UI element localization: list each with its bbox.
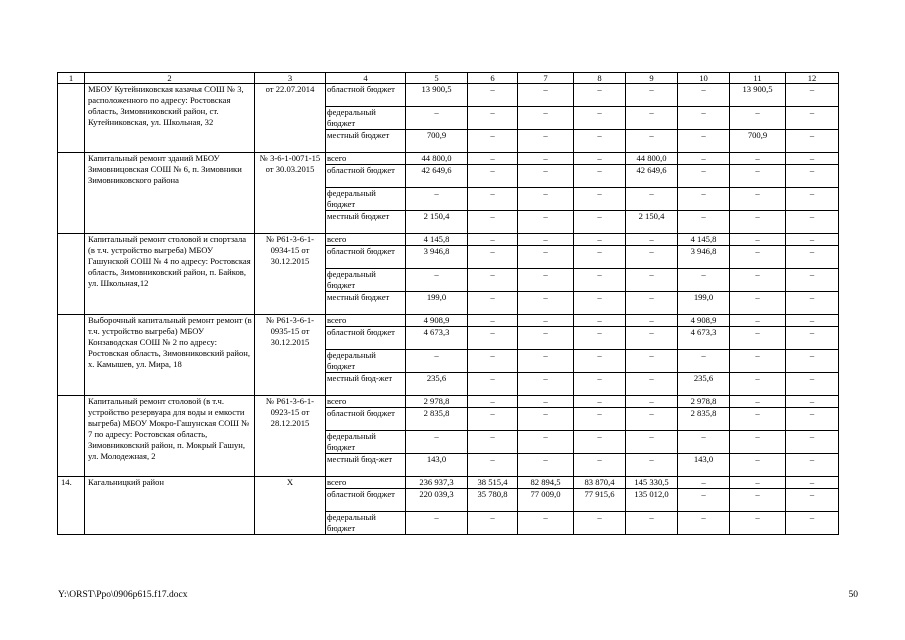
amount-cell: – xyxy=(786,292,839,315)
amount-cell: – xyxy=(730,246,786,269)
amount-cell: – xyxy=(518,84,574,107)
amount-cell: 2 835,8 xyxy=(678,408,730,431)
amount-cell: – xyxy=(786,84,839,107)
object-name: МБОУ Кутейниковская казачья СОШ № 3, расположенного по адресу: Ростовская область, Зимовниковский район, ст. Кутейниковская, ул. Школьная, 32 xyxy=(85,84,255,153)
amount-cell: 42 649,6 xyxy=(406,165,468,188)
row-number xyxy=(58,153,85,234)
amount-cell: 4 908,9 xyxy=(678,315,730,327)
row-number xyxy=(58,234,85,315)
amount-cell: – xyxy=(468,153,518,165)
amount-cell: 44 800,0 xyxy=(626,153,678,165)
amount-cell: – xyxy=(730,292,786,315)
funding-source: областной бюджет xyxy=(326,84,406,107)
document-reference: № Р61-3-6-1-0923-15 от 28.12.2015 xyxy=(255,396,326,477)
amount-cell: – xyxy=(468,350,518,373)
amount-cell: – xyxy=(786,130,839,153)
amount-cell: – xyxy=(730,489,786,512)
amount-cell: – xyxy=(730,315,786,327)
amount-cell: – xyxy=(574,153,626,165)
amount-cell: 236 937,3 xyxy=(406,477,468,489)
table-row xyxy=(58,315,839,327)
amount-cell: – xyxy=(626,396,678,408)
amount-cell: – xyxy=(468,130,518,153)
amount-cell: – xyxy=(518,130,574,153)
amount-cell: – xyxy=(730,431,786,454)
amount-cell: 38 515,4 xyxy=(468,477,518,489)
row-number xyxy=(58,315,85,396)
amount-cell: – xyxy=(730,408,786,431)
amount-cell: – xyxy=(786,489,839,512)
amount-cell: – xyxy=(406,512,468,535)
amount-cell: – xyxy=(574,234,626,246)
amount-cell: – xyxy=(518,454,574,477)
amount-cell: – xyxy=(468,246,518,269)
amount-cell: – xyxy=(518,431,574,454)
amount-cell: 42 649,6 xyxy=(626,165,678,188)
amount-cell: – xyxy=(786,477,839,489)
amount-cell: – xyxy=(574,373,626,396)
column-number: 12 xyxy=(786,73,839,84)
amount-cell: 3 946,8 xyxy=(406,246,468,269)
amount-cell: – xyxy=(626,234,678,246)
column-number: 5 xyxy=(406,73,468,84)
amount-cell: – xyxy=(468,188,518,211)
column-number: 6 xyxy=(468,73,518,84)
amount-cell: – xyxy=(786,396,839,408)
amount-cell: – xyxy=(518,246,574,269)
amount-cell: – xyxy=(468,292,518,315)
amount-cell: – xyxy=(406,350,468,373)
amount-cell: 700,9 xyxy=(730,130,786,153)
funding-source: федеральный бюджет xyxy=(326,431,406,454)
amount-cell: 4 145,8 xyxy=(406,234,468,246)
amount-cell: – xyxy=(574,269,626,292)
amount-cell: – xyxy=(518,269,574,292)
column-number: 9 xyxy=(626,73,678,84)
document-reference: № 3-6-1-0071-15 от 30.03.2015 xyxy=(255,153,326,234)
amount-cell: – xyxy=(678,165,730,188)
funding-source: областной бюджет xyxy=(326,165,406,188)
funding-source: федеральный бюджет xyxy=(326,269,406,292)
funding-source: областной бюджет xyxy=(326,408,406,431)
amount-cell: – xyxy=(574,315,626,327)
amount-cell: – xyxy=(626,350,678,373)
amount-cell: – xyxy=(626,431,678,454)
amount-cell: 135 012,0 xyxy=(626,489,678,512)
amount-cell: – xyxy=(730,165,786,188)
amount-cell: – xyxy=(468,373,518,396)
column-number: 1 xyxy=(58,73,85,84)
amount-cell: 4 908,9 xyxy=(406,315,468,327)
amount-cell: – xyxy=(730,396,786,408)
amount-cell: – xyxy=(786,246,839,269)
amount-cell: – xyxy=(574,130,626,153)
amount-cell: – xyxy=(678,84,730,107)
amount-cell: 2 978,8 xyxy=(406,396,468,408)
amount-cell: – xyxy=(626,373,678,396)
amount-cell: – xyxy=(730,373,786,396)
amount-cell: 4 145,8 xyxy=(678,234,730,246)
document-reference: от 22.07.2014 xyxy=(255,84,326,153)
amount-cell: – xyxy=(626,408,678,431)
amount-cell: – xyxy=(406,431,468,454)
column-number: 3 xyxy=(255,73,326,84)
amount-cell: – xyxy=(468,512,518,535)
funding-source: всего xyxy=(326,477,406,489)
amount-cell: 235,6 xyxy=(406,373,468,396)
amount-cell: – xyxy=(574,431,626,454)
amount-cell: – xyxy=(574,327,626,350)
amount-cell: 2 150,4 xyxy=(626,211,678,234)
amount-cell: – xyxy=(574,84,626,107)
amount-cell: – xyxy=(468,408,518,431)
amount-cell: – xyxy=(786,211,839,234)
amount-cell: – xyxy=(730,477,786,489)
amount-cell: – xyxy=(626,315,678,327)
table-row xyxy=(58,477,839,489)
table-row xyxy=(58,153,839,165)
amount-cell: – xyxy=(626,327,678,350)
amount-cell: – xyxy=(730,234,786,246)
amount-cell: 44 800,0 xyxy=(406,153,468,165)
funding-source: областной бюджет xyxy=(326,327,406,350)
amount-cell: – xyxy=(678,489,730,512)
funding-source: областной бюджет xyxy=(326,489,406,512)
funding-source: всего xyxy=(326,234,406,246)
amount-cell: – xyxy=(626,454,678,477)
object-name: Кагальницкий район xyxy=(85,477,255,535)
amount-cell: – xyxy=(518,315,574,327)
funding-source: федеральный бюджет xyxy=(326,350,406,373)
column-number: 8 xyxy=(574,73,626,84)
document-reference: № Р61-3-6-1-0935-15 от 30.12.2015 xyxy=(255,315,326,396)
amount-cell: – xyxy=(678,107,730,130)
amount-cell: – xyxy=(468,165,518,188)
amount-cell: – xyxy=(406,107,468,130)
amount-cell: – xyxy=(678,188,730,211)
amount-cell: – xyxy=(626,292,678,315)
amount-cell: – xyxy=(518,512,574,535)
funding-source: местный бюд-жет xyxy=(326,454,406,477)
amount-cell: – xyxy=(468,315,518,327)
amount-cell: 4 673,3 xyxy=(678,327,730,350)
amount-cell: – xyxy=(678,350,730,373)
amount-cell: – xyxy=(626,188,678,211)
amount-cell: – xyxy=(730,153,786,165)
amount-cell: – xyxy=(678,130,730,153)
amount-cell: 83 870,4 xyxy=(574,477,626,489)
funding-source: местный бюджет xyxy=(326,292,406,315)
amount-cell: – xyxy=(406,269,468,292)
column-number: 10 xyxy=(678,73,730,84)
amount-cell: – xyxy=(786,165,839,188)
amount-cell: – xyxy=(468,234,518,246)
amount-cell: – xyxy=(518,292,574,315)
column-number: 4 xyxy=(326,73,406,84)
amount-cell: – xyxy=(468,84,518,107)
amount-cell: – xyxy=(786,107,839,130)
amount-cell: – xyxy=(574,246,626,269)
amount-cell: – xyxy=(626,269,678,292)
amount-cell: – xyxy=(626,246,678,269)
amount-cell: – xyxy=(574,165,626,188)
document-reference: № Р61-3-6-1-0934-15 от 30.12.2015 xyxy=(255,234,326,315)
amount-cell: – xyxy=(574,211,626,234)
amount-cell: – xyxy=(786,188,839,211)
amount-cell: – xyxy=(468,269,518,292)
funding-source: областной бюджет xyxy=(326,246,406,269)
amount-cell: – xyxy=(468,454,518,477)
amount-cell: – xyxy=(730,188,786,211)
amount-cell: – xyxy=(730,327,786,350)
amount-cell: 2 150,4 xyxy=(406,211,468,234)
amount-cell: – xyxy=(786,408,839,431)
amount-cell: – xyxy=(518,327,574,350)
table-row xyxy=(58,234,839,246)
amount-cell: – xyxy=(468,431,518,454)
amount-cell: – xyxy=(468,396,518,408)
amount-cell: 2 835,8 xyxy=(406,408,468,431)
amount-cell: – xyxy=(678,512,730,535)
amount-cell: 700,9 xyxy=(406,130,468,153)
amount-cell: – xyxy=(518,211,574,234)
amount-cell: 4 673,3 xyxy=(406,327,468,350)
amount-cell: – xyxy=(786,153,839,165)
column-number: 2 xyxy=(85,73,255,84)
column-number: 7 xyxy=(518,73,574,84)
amount-cell: – xyxy=(574,107,626,130)
funding-source: всего xyxy=(326,396,406,408)
amount-cell: – xyxy=(406,188,468,211)
amount-cell: – xyxy=(786,350,839,373)
row-number: 14. xyxy=(58,477,85,535)
funding-source: местный бюджет xyxy=(326,211,406,234)
amount-cell: 235,6 xyxy=(678,373,730,396)
funding-source: местный бюд-жет xyxy=(326,373,406,396)
amount-cell: 145 330,5 xyxy=(626,477,678,489)
amount-cell: – xyxy=(730,512,786,535)
funding-source: всего xyxy=(326,315,406,327)
amount-cell: 3 946,8 xyxy=(678,246,730,269)
amount-cell: 35 780,8 xyxy=(468,489,518,512)
amount-cell: – xyxy=(786,315,839,327)
amount-cell: – xyxy=(786,269,839,292)
amount-cell: 143,0 xyxy=(678,454,730,477)
amount-cell: – xyxy=(678,269,730,292)
footer-page-number: 50 xyxy=(848,590,858,600)
row-number xyxy=(58,84,85,153)
amount-cell: – xyxy=(574,396,626,408)
amount-cell: – xyxy=(518,408,574,431)
amount-cell: 220 039,3 xyxy=(406,489,468,512)
amount-cell: – xyxy=(626,84,678,107)
amount-cell: – xyxy=(574,454,626,477)
amount-cell: 13 900,5 xyxy=(406,84,468,107)
table-row xyxy=(58,84,839,107)
footer-file-path: Y:\ORST\Ppo\0906p615.f17.docx xyxy=(58,590,188,600)
amount-cell: 77 915,6 xyxy=(574,489,626,512)
document-table xyxy=(57,72,839,535)
funding-source: федеральный бюджет xyxy=(326,512,406,535)
amount-cell: – xyxy=(678,431,730,454)
amount-cell: 2 978,8 xyxy=(678,396,730,408)
amount-cell: – xyxy=(786,454,839,477)
amount-cell: – xyxy=(626,512,678,535)
amount-cell: – xyxy=(678,477,730,489)
amount-cell: – xyxy=(518,153,574,165)
amount-cell: 143,0 xyxy=(406,454,468,477)
amount-cell: – xyxy=(518,373,574,396)
amount-cell: – xyxy=(786,512,839,535)
amount-cell: 199,0 xyxy=(406,292,468,315)
amount-cell: – xyxy=(574,292,626,315)
amount-cell: – xyxy=(574,408,626,431)
amount-cell: – xyxy=(730,454,786,477)
amount-cell: – xyxy=(518,234,574,246)
document-reference: Х xyxy=(255,477,326,535)
amount-cell: 199,0 xyxy=(678,292,730,315)
amount-cell: 13 900,5 xyxy=(730,84,786,107)
amount-cell: – xyxy=(468,211,518,234)
amount-cell: – xyxy=(786,373,839,396)
header-row xyxy=(58,73,839,84)
amount-cell: – xyxy=(518,350,574,373)
amount-cell: – xyxy=(518,165,574,188)
amount-cell: – xyxy=(730,107,786,130)
table-row xyxy=(58,396,839,408)
amount-cell: – xyxy=(468,107,518,130)
amount-cell: – xyxy=(626,130,678,153)
amount-cell: – xyxy=(574,188,626,211)
amount-cell: – xyxy=(518,396,574,408)
amount-cell: 82 894,5 xyxy=(518,477,574,489)
amount-cell: – xyxy=(786,234,839,246)
amount-cell: – xyxy=(468,327,518,350)
funding-source: федеральный бюджет xyxy=(326,107,406,130)
amount-cell: – xyxy=(730,211,786,234)
object-name: Выборочный капитальный ремонт ремонт (в т.ч. устройство выгреба) МБОУ Конзаводская СОШ № 2 по адресу: Ростовская область, Зимовниковский район, х. Камышев, ул. Мира, 18 xyxy=(85,315,255,396)
amount-cell: – xyxy=(574,512,626,535)
amount-cell: – xyxy=(786,431,839,454)
amount-cell: – xyxy=(518,188,574,211)
amount-cell: – xyxy=(730,269,786,292)
amount-cell: – xyxy=(678,211,730,234)
column-number: 11 xyxy=(730,73,786,84)
amount-cell: – xyxy=(786,327,839,350)
amount-cell: – xyxy=(730,350,786,373)
funding-source: местный бюджет xyxy=(326,130,406,153)
amount-cell: – xyxy=(678,153,730,165)
object-name: Капитальный ремонт зданий МБОУ Зимовницовская СОШ № 6, п. Зимовники Зимовниковского района xyxy=(85,153,255,234)
row-number xyxy=(58,396,85,477)
amount-cell: 77 009,0 xyxy=(518,489,574,512)
object-name: Капитальный ремонт столовой (в т.ч. устройство резервуара для воды и емкости выгреба) МБОУ Мокро-Гашунская СОШ № 7 по адресу: Ростовская область, Зимовниковский район, п. Мокрый Гашун, ул. Молодежная, 2 xyxy=(85,396,255,477)
object-name: Капитальный ремонт столовой и спортзала (в т.ч. устройство выгреба) МБОУ Гашунской СОШ № 4 по адресу: Ростовская область, Зимовниковский район, п. Байков, ул. Школьная,12 xyxy=(85,234,255,315)
amount-cell: – xyxy=(574,350,626,373)
funding-source: всего xyxy=(326,153,406,165)
funding-source: федеральный бюджет xyxy=(326,188,406,211)
amount-cell: – xyxy=(626,107,678,130)
amount-cell: – xyxy=(518,107,574,130)
